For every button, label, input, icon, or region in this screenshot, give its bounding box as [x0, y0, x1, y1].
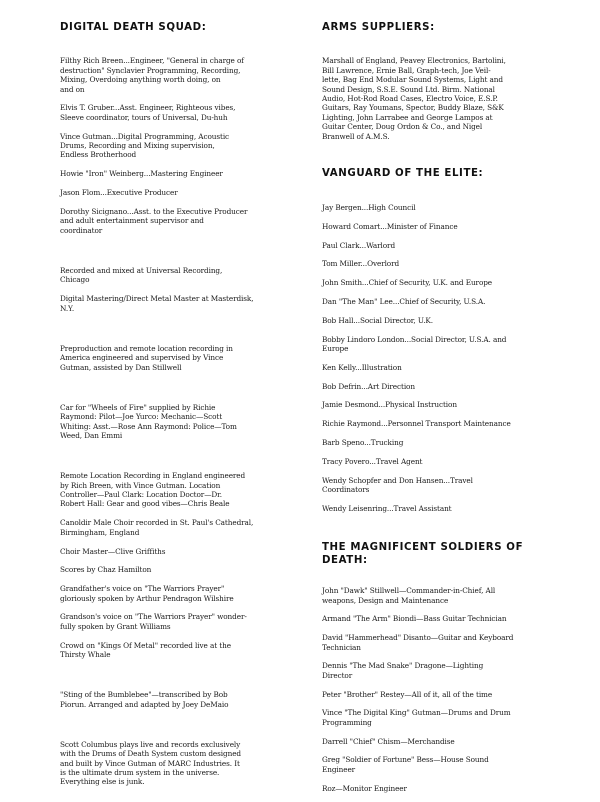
- credit-line: Dorothy Sicignano...Asst. to the Executive Producer and adult entertainment supervisor and coordinator: [60, 206, 248, 235]
- credit-line: Tom Miller...Overlord: [322, 259, 400, 269]
- credit-line: Scores by Chaz Hamilton: [60, 565, 152, 575]
- credit-line: Dennis "The Mad Snake" Dragone—Lighting Director: [322, 661, 484, 680]
- credit-line: Elvis T. Gruber...Asst. Engineer, Righteous vibes, Sleeve coordinator, tours of Universal, Du-huh: [60, 103, 236, 122]
- credits-block-2: [60, 257, 310, 323]
- credit-line: Ken Kelly...Illustration: [322, 362, 402, 372]
- credit-line: Vince Gutman...Digital Programming, Acoustic Drums, Recording and Mixing supervision, Endless Brotherhood: [60, 131, 230, 160]
- credit-line: Filthy Rich Breen...Engineer, "General in charge of destruction" Synclavier Programming, Recording, Mixing, Overdoing anything worth doing, on and on: [60, 56, 244, 94]
- credit-line: Scott Columbus plays live and records exclusively with the Drums of Death System custom designed and built by Vince Gutman of MARC Industries. It is the ultimate drum system in the universe. Everything else is junk.: [60, 739, 241, 787]
- credit-line: Barb Speno...Trucking: [322, 438, 404, 448]
- credits-block-7: [60, 730, 310, 796]
- soldiers-list: [322, 577, 562, 802]
- credit-line: Jamie Desmond...Physical Instruction: [322, 400, 457, 410]
- right-column: [322, 22, 562, 802]
- credit-line: Preproduction and remote location recording in America engineered and supervised by Vince Gutman, assisted by Dan Stillwell: [60, 343, 233, 372]
- credit-line: Jay Bergen...High Council: [322, 202, 416, 212]
- credit-line: Canoldir Male Choir recorded in St. Paul's Cathedral, Birmingham, England: [60, 518, 254, 537]
- credit-line: Richie Raymond...Personnel Transport Maintenance: [322, 419, 511, 429]
- arms-suppliers-list: [322, 47, 562, 150]
- credit-line: John "Dawk" Stillwell—Commander-in-Chief, All weapons, Design and Maintenance: [322, 586, 496, 605]
- credit-line: Bob Defrin...Art Direction: [322, 381, 415, 391]
- credit-line: Car for "Wheels of Fire" supplied by Richie Raymond: Pilot—Joe Yurco: Mechanic—Scott Whiting: Asst.—Rose Ann Raymond: Police—Tom Weed, Dan Emmi: [60, 402, 237, 441]
- credit-line: Vince "The Digital King" Gutman—Drums and Drum Programming: [322, 708, 511, 727]
- credit-line: Greg "Soldier of Fortune" Bess—House Sound Engineer: [322, 755, 489, 774]
- credit-line: "Sting of the Bumblebee"—transcribed by Bob Piorun. Arranged and adapted by Joey DeMaio: [60, 690, 229, 709]
- magnificent-soldiers-heading: THE MAGNIFICENT SOLDIERS OF DEATH:: [322, 541, 524, 566]
- vanguard-heading: VANGUARD OF THE ELITE:: [322, 168, 484, 180]
- credit-line: Howard Comart...Minister of Finance: [322, 221, 458, 231]
- credit-line: Grandfather's voice on "The Warriors Prayer" gloriously spoken by Arthur Pendragon Wilshire: [60, 584, 234, 603]
- credit-line: Grandson's voice on "The Warriors Prayer" wonder- fully spoken by Grant Williams: [60, 612, 247, 631]
- credits-block-1: [60, 47, 310, 245]
- digital-death-squad-heading: DIGITAL DEATH SQUAD:: [60, 22, 207, 33]
- credit-line: Bob Hall...Social Director, U.K.: [322, 315, 433, 325]
- credit-line: Armand "The Arm" Biondi—Bass Guitar Technician: [322, 614, 507, 624]
- vanguard-list: [322, 193, 562, 522]
- credits-block-5: [60, 462, 310, 669]
- supplier-paragraph: Marshall of England, Peavey Electronics, Bartolini, Bill Lawrence, Ernie Ball, Graph-tech, Joe Veil- lette, Bag End Modular Sound Systems, Light and Sound Design, S.S.E. Sound Ltd. Birm. National Audio, Hot-Rod Road Cases, Electro Voice, E.S.P. Guitars, Ray Youmans, Spector, Buddy Blaze, S&K Lighting, John Larrabee and George Lampos at Guitar Center, Doug Ordon & Co., and Nigel Branwell of A.M.S.: [322, 56, 506, 141]
- credit-line: David "Hammerhead" Disanto—Guitar and Keyboard Technician: [322, 633, 514, 652]
- credit-line: John Smith...Chief of Security, U.K. and Europe: [322, 278, 493, 288]
- left-column: [60, 22, 310, 796]
- credit-line: Howie "Iron" Weinberg...Mastering Engineer: [60, 169, 223, 179]
- arms-suppliers-heading: ARMS SUPPLIERS:: [322, 22, 435, 33]
- credit-line: Bobby Lindoro London...Social Director, U.S.A. and Europe: [322, 334, 507, 353]
- credit-line: Crowd on "Kings Of Metal" recorded live at the Thirsty Whale: [60, 640, 231, 659]
- credit-line: Wendy Leisenring...Travel Assistant: [322, 503, 452, 513]
- credit-line: Remote Location Recording in England engineered by Rich Breen, with Vince Gutman. Location Controller—Paul Clark: Location Doctor—Dr. Robert Hall: Gear and good vibes—Chris Beale: [60, 471, 246, 509]
- credit-line: Roz—Monitor Engineer: [322, 783, 407, 793]
- credit-line: Dan "The Man" Lee...Chief of Security, U.S.A.: [322, 296, 486, 306]
- credits-block-4: [60, 393, 310, 449]
- credit-line: Tracy Povero...Travel Agent: [322, 456, 423, 466]
- credit-line: Darrell "Chief" Chism—Merchandise: [322, 736, 455, 746]
- credit-line: Recorded and mixed at Universal Recording, Chicago: [60, 265, 223, 285]
- credit-line: Choir Master—Clive Griffiths: [60, 546, 166, 556]
- credit-line: Wendy Schopfer and Don Hansen...Travel Coordinators: [322, 475, 473, 495]
- credit-line: Peter "Brother" Restey—All of it, all of the time: [322, 689, 493, 699]
- credit-line: Jason Flom...Executive Producer: [60, 188, 178, 198]
- credits-block-3: [60, 334, 310, 381]
- credit-line: Digital Mastering/Direct Metal Master at Masterdisk, N.Y.: [60, 294, 254, 313]
- credits-block-6: [60, 681, 310, 719]
- credit-line: Paul Clark...Warlord: [322, 240, 396, 250]
